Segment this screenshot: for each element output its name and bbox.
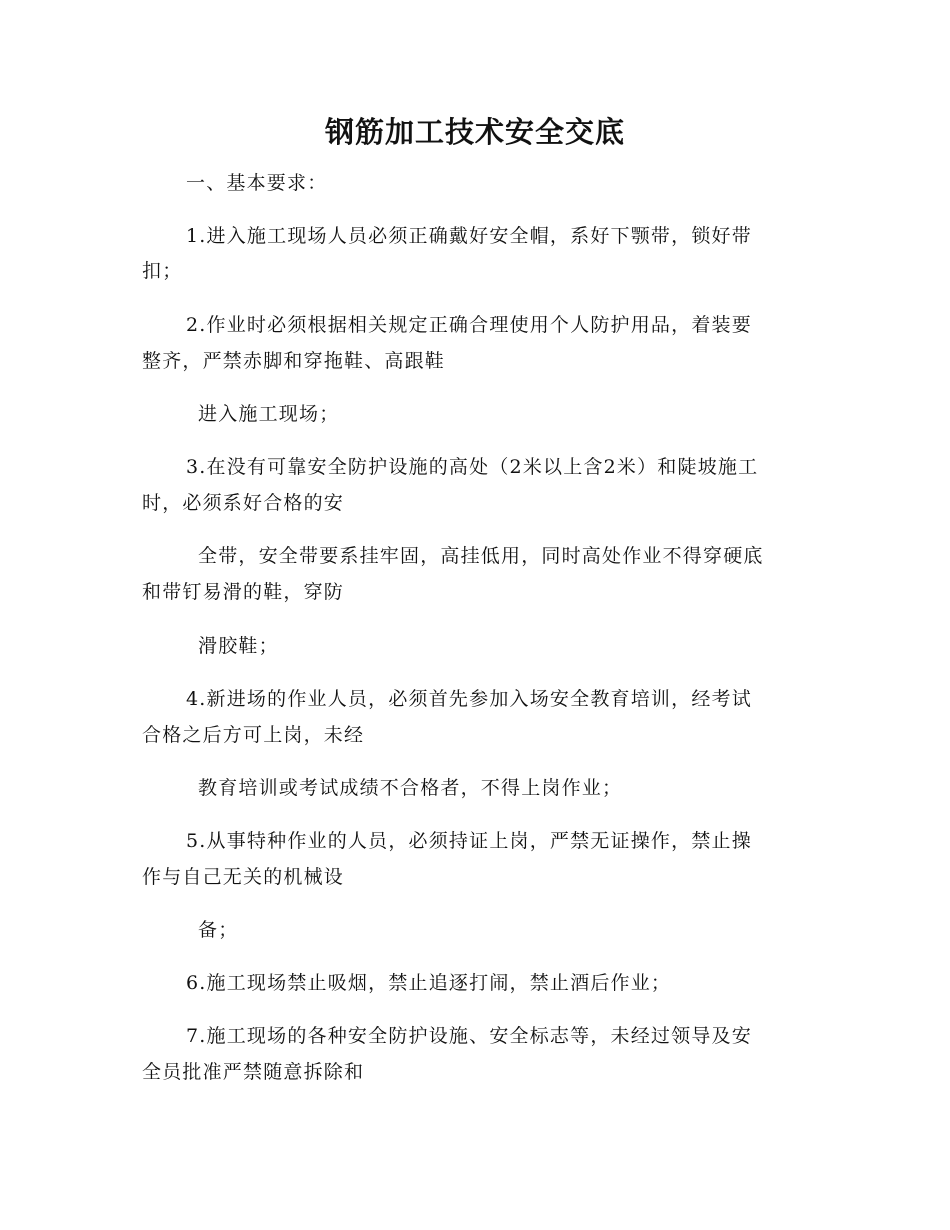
item-7-line-2: 全员批准严禁随意拆除和 [142,1061,365,1083]
item-2-line-3: 进入施工现场； [198,403,340,425]
item-3-line-5: 滑胶鞋； [198,635,279,657]
item-5-line-1: 5.从事特种作业的人员，必须持证上岗，严禁无证操作，禁止操 [186,830,752,852]
item-7-line-1: 7.施工现场的各种安全防护设施、安全标志等，未经过领导及安 [186,1025,752,1047]
item-4-line-3: 教育培训或考试成绩不合格者，不得上岗作业； [198,777,623,799]
item-4-line-2: 合格之后方可上岗，未经 [142,724,365,746]
section-heading: 一、基本要求： [186,172,328,194]
item-4-line-1: 4.新进场的作业人员，必须首先参加入场安全教育培训，经考试 [186,688,752,710]
item-5-line-2: 作与自己无关的机械设 [142,866,345,888]
item-3-line-2: 时，必须系好合格的安 [142,492,345,514]
item-2-line-2: 整齐，严禁赤脚和穿拖鞋、高跟鞋 [142,350,446,372]
item-1-line-2: 扣； [142,260,183,282]
item-3-line-4: 和带钉易滑的鞋，穿防 [142,581,345,603]
item-3-line-1: 3.在没有可靠安全防护设施的高处（2米以上含2米）和陡坡施工 [186,456,759,478]
item-5-line-3: 备； [198,919,239,941]
item-3-line-3: 全带，安全带要系挂牢固，高挂低用，同时高处作业不得穿硬底 [198,545,764,567]
item-1-line-1: 1.进入施工现场人员必须正确戴好安全帽，系好下颚带，锁好带 [186,225,752,247]
document-title: 钢筋加工技术安全交底 [324,115,625,149]
item-2-line-1: 2.作业时必须根据相关规定正确合理使用个人防护用品，着装要 [186,314,752,336]
item-6-line-1: 6.施工现场禁止吸烟，禁止追逐打闹，禁止酒后作业； [186,972,672,994]
